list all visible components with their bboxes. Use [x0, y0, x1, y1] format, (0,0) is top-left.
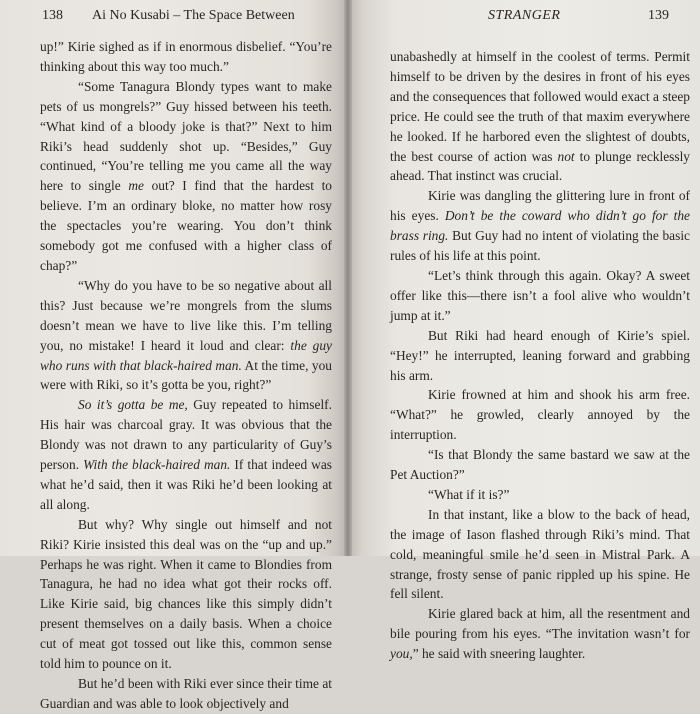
- text-run: But why? Why single out himself and not Riki? Kirie insisted this deal was on the “up and up.” Perhaps he was right. When it came to Blondies from Tanagura, he had no idea what got their rocks off. Like Kirie said, big chances like this simply didn’t present themselves on a daily basis. When a choice cut of meat got tossed out like this, common sense told him to pounce on it.: [40, 516, 332, 672]
- text-run: “Is that Blondy the same bastard we saw at the Pet Auction?”: [390, 447, 690, 483]
- text-run: unabashedly at himself in the coolest of terms. Permit himself to be driven by the desires in front of his eyes and the consequences that followed would exact a steep price. He could see the truth of that maxim everywhere he looked. If he harbored even the slightest of doubts, the best course of action was: [390, 49, 690, 164]
- italic-text: you,: [390, 646, 413, 662]
- italic-text: not: [557, 148, 575, 164]
- text-run: If that indeed was what he’d said, then it was Riki he’d been looking at all along.: [40, 457, 332, 512]
- left-page: [0, 0, 348, 711]
- text-run: “Why do you have to be so negative about all this? Just because we’re mongrels from the slums doesn’t mean we have to live like this. I’m telling you, no mistake! I heard it loud and clear:: [40, 277, 332, 353]
- paragraph: [390, 266, 690, 326]
- paragraph: [40, 674, 332, 714]
- paragraph: [390, 385, 690, 445]
- right-page: [348, 0, 700, 662]
- text-run: to plunge recklessly ahead. That instinct was crucial.: [390, 148, 690, 184]
- text-run: Kirie frowned at him and shook his arm free. “What?” he growled, clearly annoyed by the interruption.: [390, 387, 690, 443]
- paragraph: [40, 77, 332, 276]
- italic-text: With the black-haired man.: [83, 457, 231, 473]
- paragraph: [390, 445, 690, 485]
- right-running-title: STRANGER: [488, 8, 561, 23]
- paragraph: [390, 485, 690, 505]
- text-run: But Riki had heard enough of Kirie’s spiel. “Hey!” he interrupted, leaning forward and grabbing his arm.: [390, 327, 690, 383]
- paragraph: [40, 276, 332, 395]
- text-run: Guy repeated to himself. His hair was charcoal gray. It was obvious that the Blondy was not drawn to any particularity of Guy’s person.: [40, 397, 332, 473]
- right-page-number: 139: [648, 8, 669, 23]
- paragraph: [40, 395, 332, 514]
- text-run: Kirie glared back at him, all the resentment and bile pouring from his eyes. “The invitation wasn’t for: [390, 606, 690, 642]
- left-page-number: 138: [42, 8, 63, 23]
- text-run: But he’d been with Riki ever since their time at Guardian and was able to look objectively and: [40, 676, 332, 711]
- paragraph: [390, 604, 690, 664]
- text-run: out? I find that the hardest to believe. I’m an ordinary bloke, no matter how rosy the spectacles you’re wearing. You don’t think somebody got me confused with a higher class of chap?”: [40, 178, 332, 273]
- text-run: Kirie was dangling the glittering lure in front of his eyes.: [390, 188, 690, 224]
- text-run: up!” Kirie sighed as if in enormous disbelief. “You’re thinking about this way too much.”: [40, 39, 332, 74]
- text-run: “Let’s think through this again. Okay? A sweet offer like this—there isn’t a fool alive who wouldn’t jump at it.”: [390, 267, 690, 323]
- text-run: “What if it is?”: [428, 486, 510, 502]
- book-gutter: [344, 0, 352, 556]
- italic-text: the guy who runs with that black-haired man.: [40, 337, 332, 373]
- text-run: ” he said with sneering laughter.: [412, 646, 586, 662]
- paragraph: [390, 47, 690, 186]
- text-run: In that instant, like a blow to the back of head, the image of Iason flashed through Riki’s mind. That cold, meaningful smile he’d seen in Mistral Park. A strange, frosty sense of panic rippled up his spine. He fell silent.: [390, 506, 690, 602]
- paragraph: [40, 515, 332, 674]
- paragraph: [390, 186, 690, 266]
- paragraph: [40, 37, 332, 77]
- text-run: “Some Tanagura Blondy types want to make pets of us mongrels?” Guy hissed between his teeth. “What kind of a bloody joke is that?” Next to him Riki’s head suddenly shot up. “Besides,” Guy continued, “You’re telling me you came all the way here to single: [40, 78, 332, 194]
- text-run: But Guy had no intent of violating the basic rules of his life at this point.: [390, 228, 691, 264]
- italic-text: Don’t be the coward who didn’t go for the brass ring.: [390, 208, 690, 244]
- italic-text: So it’s gotta be me,: [78, 397, 188, 413]
- right-body-text: [390, 47, 690, 664]
- paragraph: [390, 326, 690, 386]
- paragraph: [390, 505, 690, 605]
- text-run: At the time, you were with Riki, so it’s gotta be you, right?”: [40, 357, 332, 393]
- left-running-title: Ai No Kusabi – The Space Between: [92, 8, 295, 23]
- italic-text: me: [128, 178, 144, 194]
- left-body-text: [40, 37, 332, 714]
